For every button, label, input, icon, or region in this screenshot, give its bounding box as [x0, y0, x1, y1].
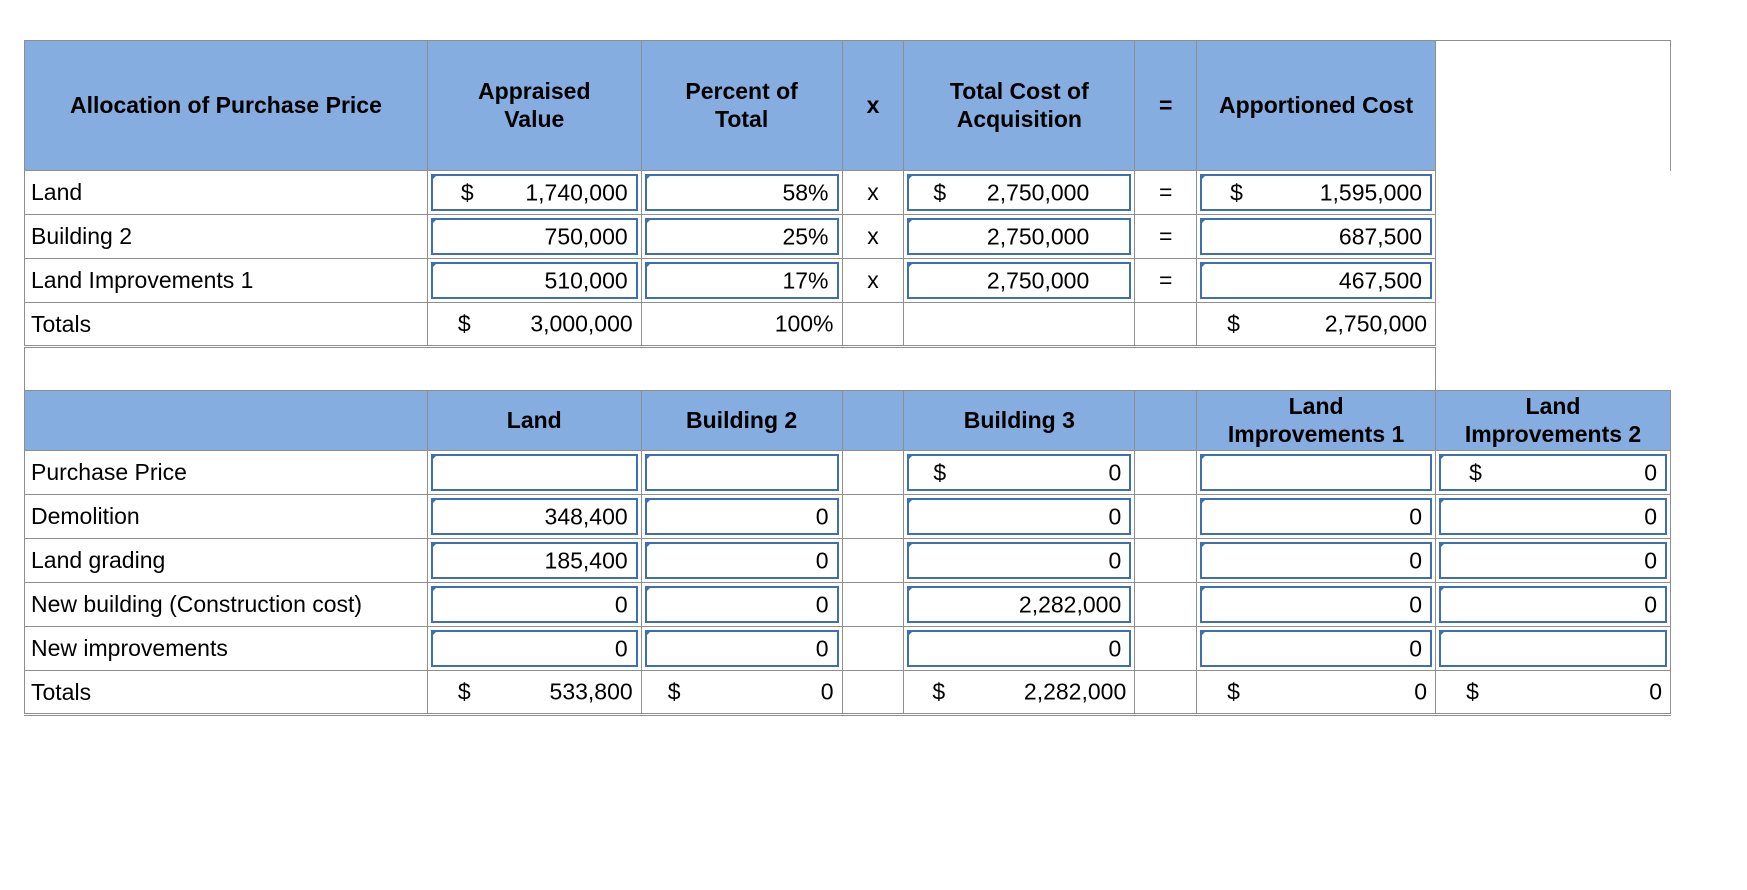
totals-row — [25, 671, 1671, 715]
land-improvements1-input[interactable]: 0 — [1197, 627, 1436, 671]
totals-label: Totals — [25, 671, 428, 715]
empty-cell — [1436, 347, 1671, 391]
spacer-row — [25, 347, 1671, 391]
empty-cell — [1436, 171, 1671, 215]
empty-cell — [1135, 583, 1197, 627]
equals-sign: = — [1135, 259, 1197, 303]
table-row — [25, 539, 1671, 583]
land-improvements2-total: $ 0 — [1436, 671, 1671, 715]
total-cost-input[interactable]: $ 2,750,000 — [904, 171, 1135, 215]
row-label: Land Improvements 1 — [25, 259, 428, 303]
empty-cell — [842, 539, 904, 583]
allocation-header: Allocation of Purchase Price — [25, 41, 428, 171]
land-improvements1-header: Land Improvements 1 — [1197, 391, 1436, 451]
building3-input[interactable]: 2,282,000 — [904, 583, 1135, 627]
percent-input[interactable]: 58% — [641, 171, 842, 215]
worksheet-table — [24, 40, 1671, 716]
table-row — [25, 495, 1671, 539]
building3-total: $ 2,282,000 — [904, 671, 1135, 715]
blank-header — [25, 391, 428, 451]
row-label: Building 2 — [25, 215, 428, 259]
building2-total: $ 0 — [641, 671, 842, 715]
empty-cell — [1436, 303, 1671, 347]
land-improvements2-input[interactable]: 0 — [1436, 539, 1671, 583]
spacer-cell — [25, 347, 1436, 391]
apportioned-cost-input[interactable]: $ 1,595,000 — [1197, 171, 1436, 215]
equals-header: = — [1135, 41, 1197, 171]
total-cost-input[interactable]: 2,750,000 — [904, 259, 1135, 303]
appraised-value-input[interactable]: $ 1,740,000 — [427, 171, 641, 215]
empty-cell — [1436, 215, 1671, 259]
building3-input[interactable]: 0 — [904, 539, 1135, 583]
land-improvements1-input[interactable]: 0 — [1197, 583, 1436, 627]
land-input[interactable]: 0 — [427, 627, 641, 671]
equals-sign: = — [1135, 171, 1197, 215]
building2-input[interactable]: 0 — [641, 583, 842, 627]
apportioned-cost-input[interactable]: 687,500 — [1197, 215, 1436, 259]
apportioned-total: $ 2,750,000 — [1197, 303, 1436, 347]
land-improvements2-input[interactable]: $ 0 — [1436, 451, 1671, 495]
equals-sign: = — [1135, 215, 1197, 259]
land-input[interactable]: 185,400 — [427, 539, 641, 583]
land-improvements2-input[interactable]: 0 — [1436, 495, 1671, 539]
empty-cell — [1436, 259, 1671, 303]
empty-cell — [1135, 451, 1197, 495]
appraised-value-header: Appraised Value — [427, 41, 641, 171]
empty-cell — [1135, 495, 1197, 539]
appraised-total: $ 3,000,000 — [427, 303, 641, 347]
land-improvements1-input[interactable] — [1197, 451, 1436, 495]
table-row — [25, 215, 1671, 259]
appraised-value-input[interactable]: 510,000 — [427, 259, 641, 303]
land-improvements2-input[interactable] — [1436, 627, 1671, 671]
empty-cell — [842, 583, 904, 627]
land-total: $ 533,800 — [427, 671, 641, 715]
land-improvements2-input[interactable]: 0 — [1436, 583, 1671, 627]
row-label: New building (Construction cost) — [25, 583, 428, 627]
total-cost-input[interactable]: 2,750,000 — [904, 215, 1135, 259]
table-row — [25, 171, 1671, 215]
empty-cell — [1135, 303, 1197, 347]
percent-input[interactable]: 25% — [641, 215, 842, 259]
times-sign: x — [842, 215, 904, 259]
empty-cell — [1135, 671, 1197, 715]
times-sign: x — [842, 259, 904, 303]
blank-header — [1135, 391, 1197, 451]
empty-cell — [842, 451, 904, 495]
building2-header: Building 2 — [641, 391, 842, 451]
row-label: Land — [25, 171, 428, 215]
building2-input[interactable]: 0 — [641, 627, 842, 671]
land-input[interactable] — [427, 451, 641, 495]
building2-input[interactable]: 0 — [641, 495, 842, 539]
empty-cell — [904, 303, 1135, 347]
empty-cell — [1135, 627, 1197, 671]
total-cost-header: Total Cost of Acquisition — [904, 41, 1135, 171]
building3-input[interactable]: $ 0 — [904, 451, 1135, 495]
apportioned-cost-input[interactable]: 467,500 — [1197, 259, 1436, 303]
percent-input[interactable]: 17% — [641, 259, 842, 303]
table-row — [25, 627, 1671, 671]
blank-header — [842, 391, 904, 451]
land-improvements1-total: $ 0 — [1197, 671, 1436, 715]
empty-cell — [842, 671, 904, 715]
land-improvements1-input[interactable]: 0 — [1197, 495, 1436, 539]
table-row — [25, 259, 1671, 303]
row-label: Demolition — [25, 495, 428, 539]
percent-of-total-header: Percent of Total — [641, 41, 842, 171]
table-row — [25, 583, 1671, 627]
times-header: x — [842, 41, 904, 171]
appraised-value-input[interactable]: 750,000 — [427, 215, 641, 259]
building2-input[interactable] — [641, 451, 842, 495]
empty-cell — [842, 627, 904, 671]
section2-header-row — [25, 391, 1671, 451]
building2-input[interactable]: 0 — [641, 539, 842, 583]
percent-total: 100% — [641, 303, 842, 347]
apportioned-cost-header: Apportioned Cost — [1197, 41, 1436, 171]
land-header: Land — [427, 391, 641, 451]
building3-header: Building 3 — [904, 391, 1135, 451]
totals-label: Totals — [25, 303, 428, 347]
table-row — [25, 451, 1671, 495]
times-sign: x — [842, 171, 904, 215]
land-input[interactable]: 0 — [427, 583, 641, 627]
row-label: Land grading — [25, 539, 428, 583]
totals-row — [25, 303, 1671, 347]
row-label: Purchase Price — [25, 451, 428, 495]
empty-cell — [1135, 539, 1197, 583]
empty-cell — [842, 303, 904, 347]
land-improvements2-header: Land Improvements 2 — [1436, 391, 1671, 451]
section1-header-row — [25, 41, 1671, 171]
empty-cell — [842, 495, 904, 539]
allocation-worksheet — [24, 40, 1671, 716]
building3-input[interactable]: 0 — [904, 627, 1135, 671]
empty-header-cell — [1436, 41, 1671, 171]
land-input[interactable]: 348,400 — [427, 495, 641, 539]
land-improvements1-input[interactable]: 0 — [1197, 539, 1436, 583]
row-label: New improvements — [25, 627, 428, 671]
building3-input[interactable]: 0 — [904, 495, 1135, 539]
